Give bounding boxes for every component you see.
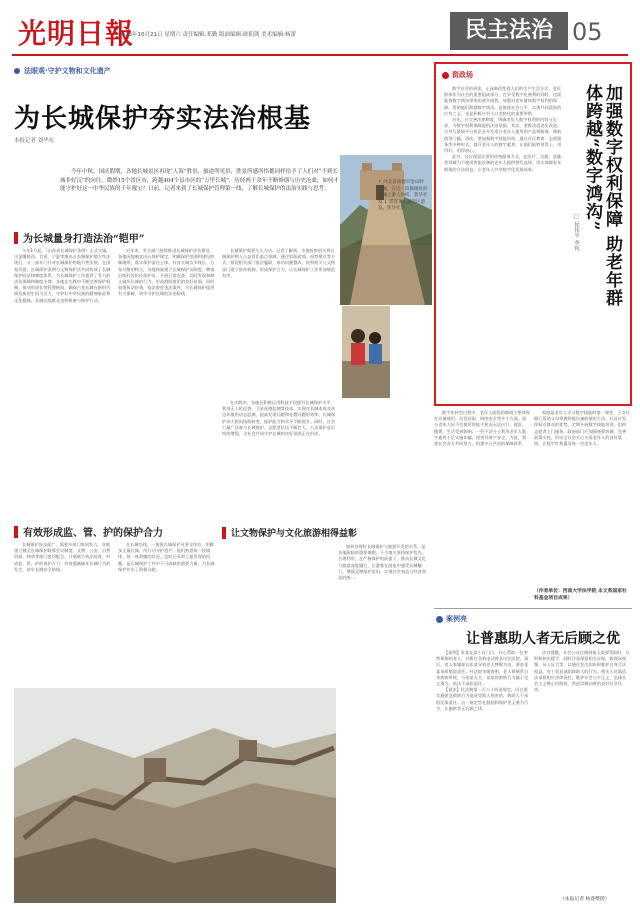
- article-body-col4: 长城保护涉及面广，需要多部门协同发力。各地建立健全长城保护联席会议制度，文物、公安、自然资源、林草等部门密切配合，开展联合执法检查，形成监、管、护的保护合力，有效遏制破坏长城行为的发生，筑牢长城安全防线。: [14, 542, 111, 572]
- subhead-bar-icon: [222, 527, 226, 539]
- issue-meta: 2023年10月21日 星期六 责任编辑:邓勤 版面编辑:欧阳剑 美术编辑:杨蕾: [118, 32, 297, 38]
- article-body-col1: 今年1月起，《山东省长城保护条例》正式实施。这是继陕西、甘肃、宁夏等地出台长城保护地方性法规后，又一部专门针对长城保护的地方性法规。在国家层面，长城保护条例与文物保护法共同构成了长城保护的法律制度体系，为长城保护工作提供了有力的法治保障和制度支撑。各地在实践中不断完善保护机制，推动形成长效管理格局，确保古老长城在新时代焕发新的生机与活力，守护好中华民族的精神象征和文化根脉。长城沿线群众也积极参与保护行动。: [14, 248, 111, 303]
- masthead-rule: [12, 54, 628, 56]
- case-kicker: 案例亮: [436, 614, 467, 624]
- newspaper-logo: 光明日報: [18, 17, 135, 50]
- subhead-joint-force: 有效形成监、管、护的保护合力: [14, 524, 163, 539]
- column-headline: 加强数字权利保障 助老年群体跨越“数字鸿沟”: [582, 84, 622, 307]
- section-tab: [450, 12, 568, 50]
- column-byline: □ 侯伟平 李钊: [573, 214, 579, 251]
- great-wall-photo: [340, 155, 432, 305]
- visitors-photo: [342, 306, 390, 398]
- subhead-bar-icon: [14, 526, 18, 538]
- article-body-col8: 如何处理好长城保护与旅游开发的关系，是各地面临的重要课题。不少地方坚持保护优先，合理利用，在严格保护的前提下，推动长城文化与旅游深度融合，让游客在游览中感受长城魅力，增强文物保护意识，实现社会效益与经济效益的统一。: [338, 544, 426, 581]
- column-badge-icon: [442, 72, 449, 79]
- section-title: 民主法治: [464, 18, 553, 43]
- article-body-col5: 在长城沿线，一批批长城保护员坚守岗位，用脚步丈量长城，用行动守护遗产。他们熟悉每一段墙体、每一座敌楼的状况，及时记录和上报发现的问题，是长城保护工作中不可或缺的重要力量，为长城保护作出了积极贡献。: [118, 542, 215, 572]
- column-body: 数字社会的到来，正深刻改变着人们的生产生活方式。老年群体作为社会的重要组成部分，在享受数字化便利的同时，也面临着数字鸿沟带来的诸多困扰。加强对老年群体数字权利的保障，帮助他们跨越数字鸿沟，是推进社会公平、实现共同富裕的应有之义，也是积极应对人口老龄化的重要举措。 首先，应完善法律制度，明确老年人数字权利的内容与边界，为数字权利保障提供法治依据。其次，要推动适老化改造，引导互联网平台和企业开发适合老年人使用的产品和服务，降低使用门槛。再次，要加强数字技能培训，通过社区教育、志愿服务等多种形式，提升老年人的数字素养，让他们能够用得上、用得好、用得放心。 此外，还应保留必要的传统服务方式，在医疗、交通、金融等领域为不使用智能设备的老年人提供替代选择，切实保障老年群体的合法权益，让老年人共享数字化发展成果。: [444, 86, 562, 172]
- lead-kicker: 法眼观·守护文物和文化遗产: [14, 66, 111, 76]
- column-author-note: （作者单位：西南大学法学院 本文系国家社科基金项目成果）: [534, 589, 627, 601]
- page-number: 05: [572, 18, 603, 46]
- subhead-tourism: 让文物保护与文化旅游相得益彰: [222, 526, 357, 539]
- column-kicker: 资政场: [442, 70, 473, 80]
- case-headline: 让普惠助人者无后顾之优: [466, 631, 620, 647]
- article-body-col2: 近年来，有关部门持续推进长城保护法治建设，各地因地制宜出台保护规定，明确保护范围和建设控制地带，落实保护责任主体。针对长城点多线长、分布分散的特点，各地探索建立长城保护员制度，聘请沿线村民担任保护员，开展日常巡查，及时发现和制止破坏长城的行为，形成群防群治的良好局面。同时加强执法检查，依法查处违法案件，为长城保护提供有力保障，筑牢守护长城的法治防线。: [118, 248, 215, 297]
- column-body-continued: 数字化转型过程中，老年人面临的障碍主要体现在设备使用、信息获取、网络安全等多个方面。部分老年人因不会使用智能手机而无法出行、就医、缴费，生活受到影响；一些不法分子利用老年人数字素养不足实施诈骗，侵害其财产安全。为此，需要社会各方共同努力，构建多元共治的保障体系。: [434, 410, 530, 447]
- subhead-bar-icon: [14, 232, 18, 244]
- case-body-col1: 【案例】张某在某小区门口，好心帮助一位突然晕倒的老人，并拨打急救电话将其送往医院。事后，老人家属却以张某导致老人摔倒为由，要求张某承担赔偿责任。经法院审理查明，老人晕倒系自身疾病所致，与张某无关，张某的救助行为属于见义勇为，依法不承担责任。 【说法】民法典第一百八十四条规定，因自愿实施紧急救助行为造成受助人损害的，救助人不承担民事责任。这一规定旨在鼓励和保护见义勇为行为，让施救者无后顾之忧。: [436, 650, 529, 711]
- lead-intro: 今年中秋、国庆假期，各地长城景区再现“人海”胜景，旅途所见景，胜景所感所悟都同样给予了人们对“不到长城非好汉”的向往。微妙15个省区市，跨越404个县市区的“万里长城”，历经两千余年不断修缮与历史沧桑，如何才能守护好这一中华民族的千年瑰宝？日前，记者来到了长城保护管理第一线，了解长城保护的法治实践与思考。: [60, 169, 339, 193]
- kicker-bullet-icon: [14, 68, 20, 74]
- case-footer: （本报记者 杨睿整理）: [560, 897, 610, 902]
- subhead-legal-armor: 为长城量身打造法治“铠甲”: [14, 230, 145, 245]
- case-badge-icon: [436, 616, 443, 623]
- photo-caption: ↑ 河北省承德市金山岭长城，在这一段修缮好的长城上游人如织。新华社发 ↓ 游客在长城景区游览。新华社发: [378, 180, 428, 212]
- lead-headline: 为长城保护夯实法治根基: [14, 104, 312, 134]
- great-wall-landscape-photo: [14, 688, 336, 903]
- opinion-column-frame: [434, 62, 632, 406]
- article-body-col3: 长城保护需要久久为功。记者了解到，多地检察机关将长城保护纳入公益诉讼重点领域，通过诉前磋商、检察建议等方式，督促相关部门依法履职，推动问题整改。检察机关与文物部门建立协作机制，形成保护合力，让长城保护工作更加规范有序。: [222, 248, 336, 278]
- masthead: [0, 0, 640, 58]
- column-body-continued-2: 家庭是老年人学习数字技能的第一课堂，子女应耐心帮助父母掌握智能设备的使用方法。社区应发挥贴近群众的优势，定期开展数字技能培训，组织志愿者上门服务。政府部门应加强统筹协调，完善政策支持，形成全社会关心关爱老年人的良好氛围，让数字红利惠及每一位老年人。: [534, 410, 630, 447]
- lead-byline: 本报记者 刘华东: [14, 138, 55, 144]
- case-body-col2: 法官提醒，社会公众在遇到他人需要帮助时，应积极伸出援手，同时注意保留相关证据，如现场视频、证人证言等，以便在发生纠纷时维护自身合法权益。对于恶意诬陷救助人的行为，相关人员需依法承担相应法律责任，维护社会公平正义，弘扬社会主义核心价值观，营造崇德向善的良好社会风尚。: [534, 650, 630, 693]
- article-body-col6: 在实践中，各地还积极运用科技手段提升长城保护水平，利用无人机巡查、卫星遥感监测等技术，实现对长城本体及周边环境的动态监测，提高发现问题和处置问题的效率。长城保护从人防向技防转变，保护能力和水平不断提升。同时，社会力量广泛参与长城保护，志愿者队伍不断壮大，公众保护意识持续增强，全社会共同守护长城的良好氛围正在形成。: [222, 400, 336, 437]
- case-divider: [434, 608, 632, 609]
